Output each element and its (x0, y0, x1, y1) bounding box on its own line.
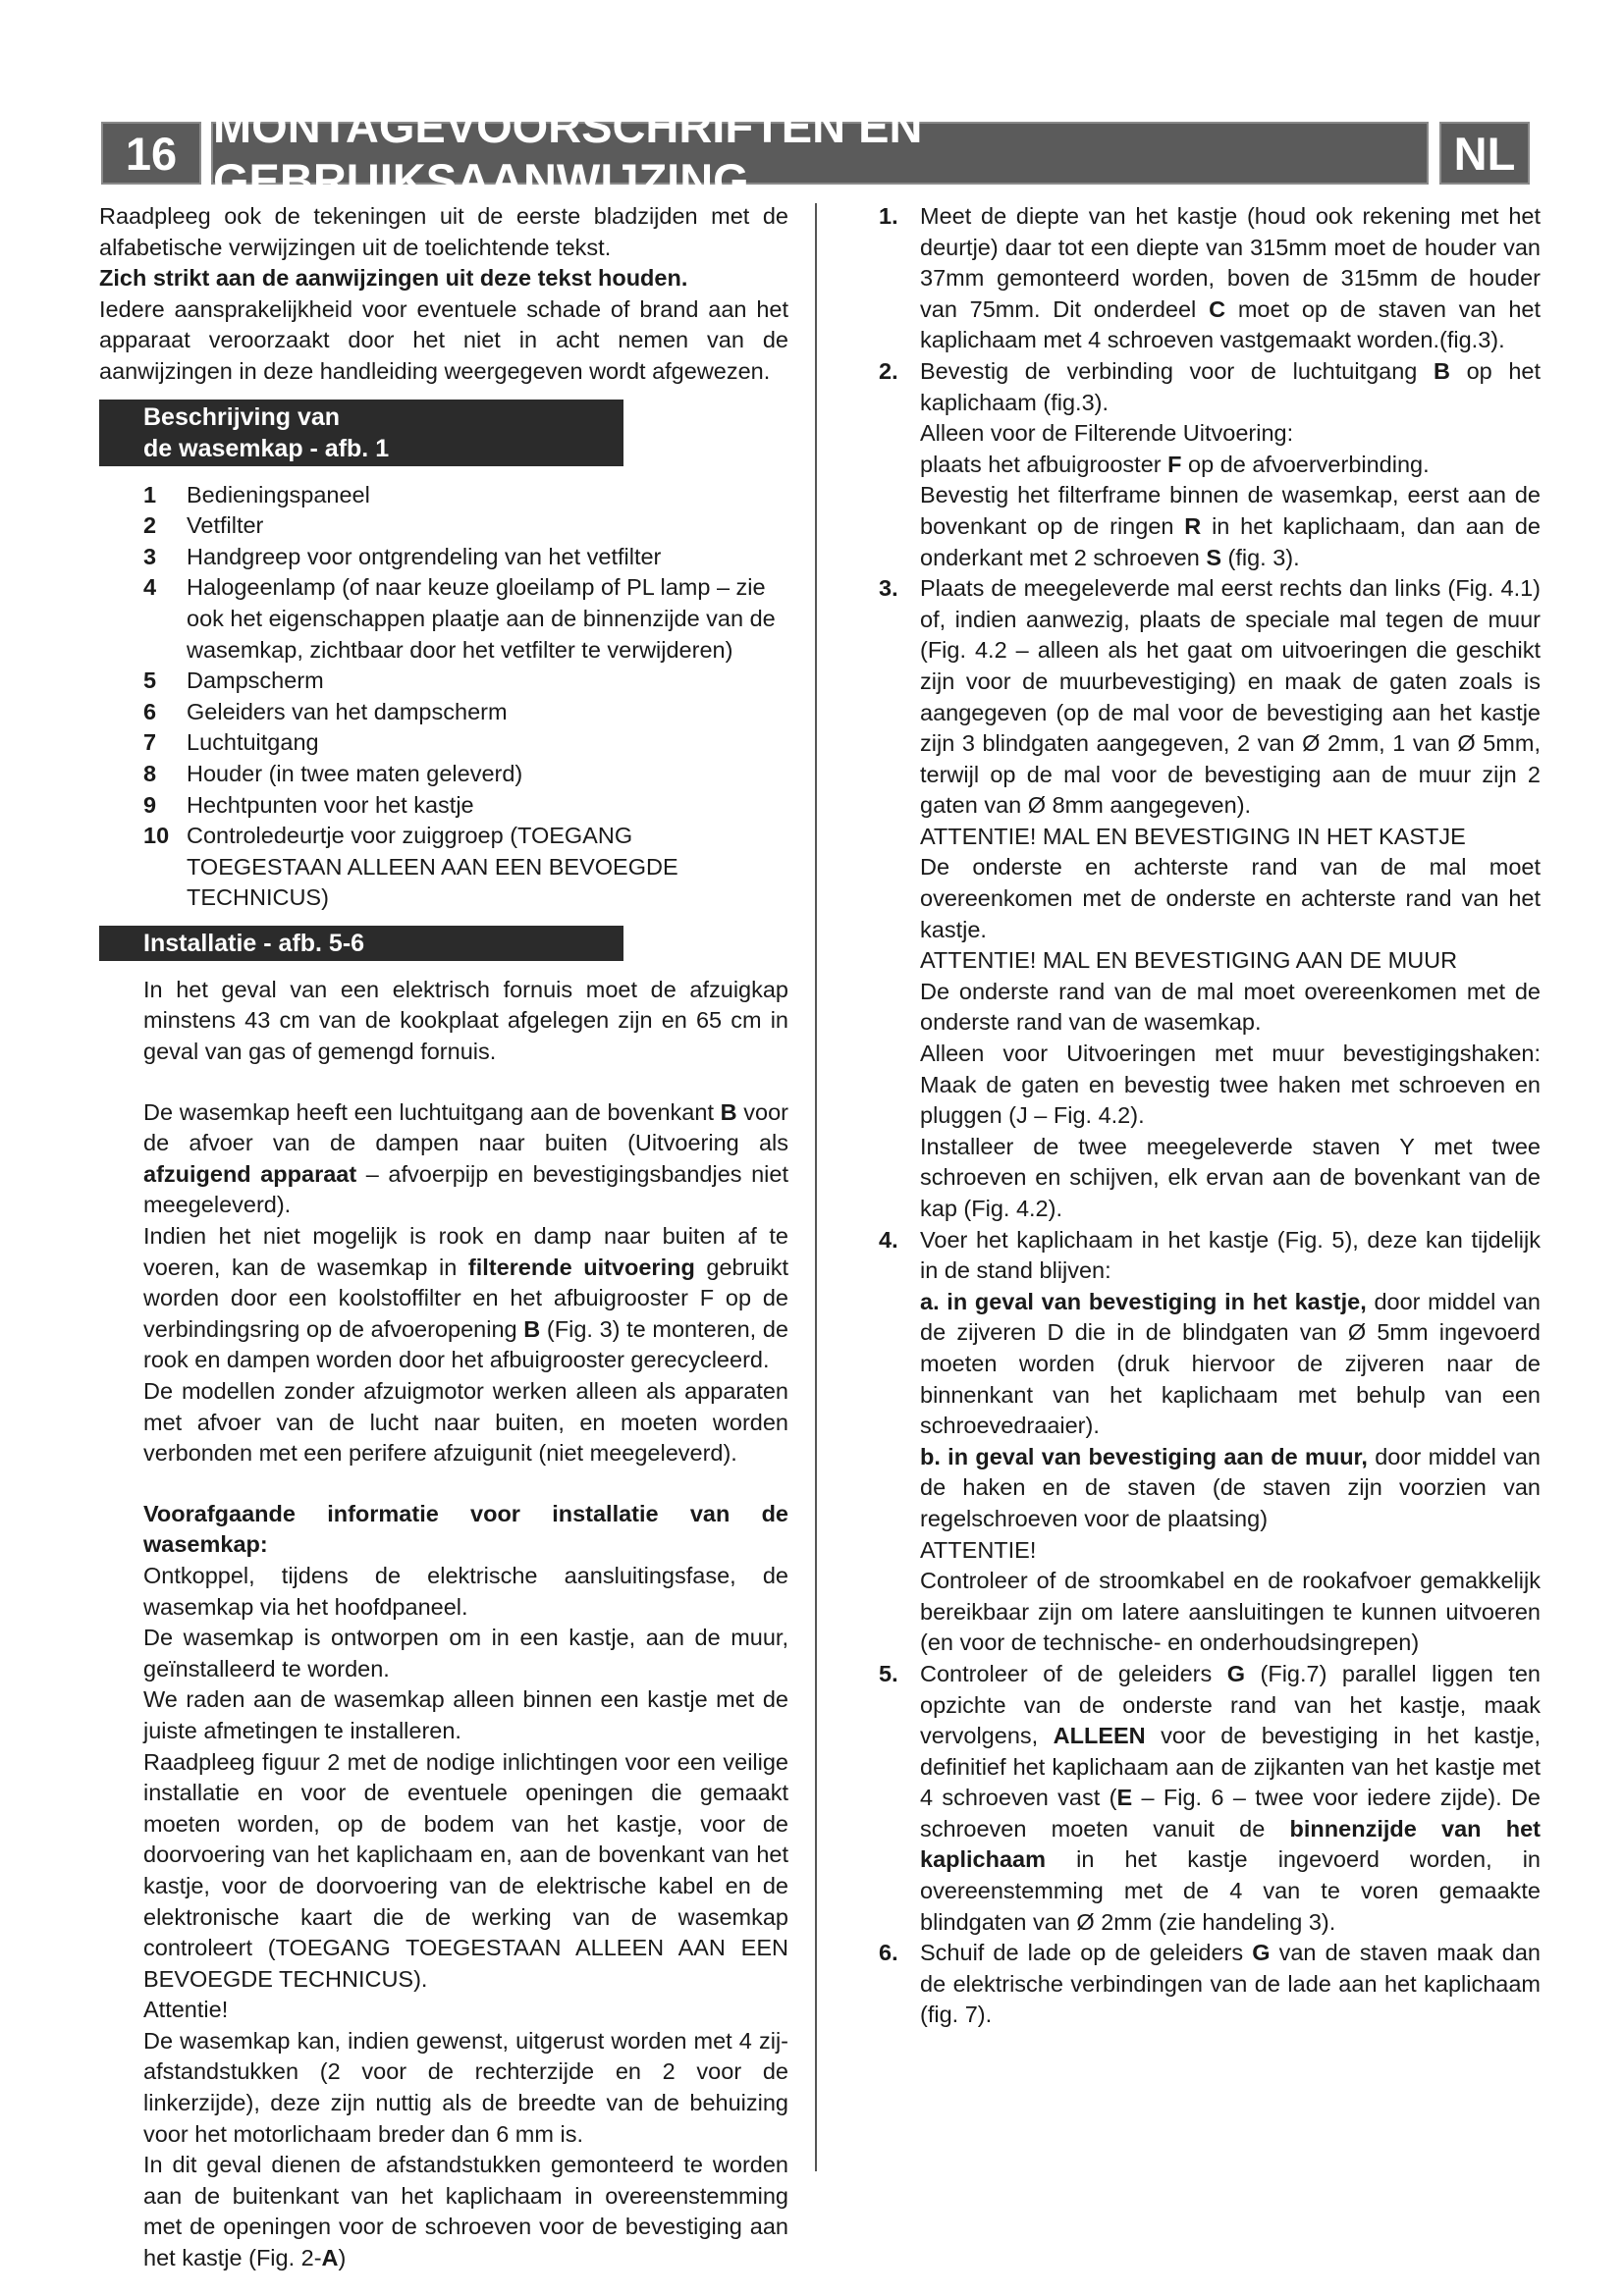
item-number: 2 (143, 512, 157, 539)
step-text (920, 1225, 1541, 1659)
item-text: Dampscherm (187, 667, 324, 694)
language-badge: NL (1439, 122, 1530, 185)
text-run-bold: C (1209, 295, 1226, 322)
step-paragraph (920, 480, 1541, 573)
text-run: op het kaplichaam (fig.3). (920, 357, 1541, 415)
text-run: in het kastje ingevoerd worden, in overeenstemming met de 4 van te voren gemaakte blindgaten van Ø 2mm (zie handeling 3). (920, 1846, 1541, 1935)
item-text: Handgreep voor ontgrendeling van het vetfilter (187, 543, 662, 569)
text-run: (Fig.7) parallel liggen ten opzichte van de onderste rand van het kastje, maak vervolgens, (920, 1660, 1541, 1749)
item-text: Luchtuitgang (187, 729, 319, 756)
text-run: – Fig. 6 – twee voor iedere zijde). De schroeven moeten vanuit de (920, 1785, 1541, 1842)
text-run-bold: afzuigend apparaat (143, 1160, 357, 1187)
step-paragraph: De onderste en achterste rand van de mal moet overeenkomen met de onderste en achterste rand van het kastje. (920, 854, 1541, 942)
text-run: Schuif de lade op de geleiders (920, 1940, 1253, 1966)
step-number: 4. (879, 1226, 898, 1253)
item-text: Vetfilter (187, 512, 264, 539)
text-run: – afvoerpijp en bevestigingsbandjes niet meegeleverd). (143, 1160, 788, 1218)
item-text: Geleiders van het dampscherm (187, 698, 508, 724)
step-number: 1. (879, 203, 898, 229)
intro-paragraph: Raadpleeg ook de tekeningen uit de eerste bladzijden met de alfabetische verwijzingen uit de toelichtende tekst. (99, 203, 788, 260)
left-column (99, 201, 788, 2274)
item-number: 1 (143, 481, 157, 507)
step-text (920, 1938, 1541, 2031)
step-4 (879, 1225, 1541, 1659)
pre-installation-paragraph: We raden aan de wasemkap alleen binnen een kastje met de juiste afmetingen te installeren. (143, 1686, 788, 1743)
text-run: plaats het afbuigrooster (920, 451, 1168, 477)
pre-installation-paragraph: De wasemkap is ontworpen om in een kastje, aan de muur, geïnstalleerd te worden. (143, 1625, 788, 1682)
right-column (879, 201, 1541, 2031)
page-title: MONTAGEVOORSCHRIFTEN EN GEBRUIKSAANWIJZING (211, 122, 1429, 185)
text-run: (fig. 3). (1221, 544, 1300, 570)
description-list (99, 480, 788, 914)
installation-paragraph: In het geval van een elektrisch fornuis moet de afzuigkap minstens 43 cm van de kookplaat afgelegen zijn en 65 cm in geval van gas of gemengd fornuis. (143, 976, 788, 1065)
text-run-bold: ALLEEN (1053, 1723, 1146, 1749)
section-heading-line: de wasemkap - afb. 1 (143, 434, 390, 462)
pre-installation-paragraph: Ontkoppel, tijdens de elektrische aansluitingsfase, de wasemkap via het hoofdpaneel. (143, 1562, 788, 1620)
text-run: moet op de staven van het kaplichaam met 4 schroeven vastgemaakt worden.(fig.3). (920, 295, 1541, 353)
item-number: 3 (143, 543, 157, 569)
text-run-bold: G (1226, 1660, 1246, 1686)
step-paragraph: Controleer of de stroomkabel en de rookafvoer gemakkelijk bereikbaar zijn om latere aansluitingen te kunnen uitvoeren (en voor de technische- en onderhoudsingrepen) (920, 1568, 1541, 1656)
pre-installation-paragraph: De wasemkap kan, indien gewenst, uitgerust worden met 4 zij- afstandstukken (2 voor de rechterzijde en 2 voor de linkerzijde), deze zijn nuttig als de breedte van de behuizing voor het motorlichaam breder dan 6 mm is. (143, 2027, 788, 2147)
text-run: Bevestig de verbinding voor de luchtuitgang (920, 357, 1434, 384)
column-divider (815, 203, 817, 2171)
text-run: door middel van de zijveren D die in de blindgaten van Ø 5mm ingevoerd moeten worden (druk hiervoor de zijveren naar de binnenkant van het kaplichaam met behulp van een schroevedraaier). (920, 1288, 1541, 1439)
section-heading-installation: Installatie - afb. 5-6 (99, 926, 623, 961)
text-run-bold: R (1184, 512, 1202, 539)
text-run: Controleer of de geleiders (920, 1660, 1227, 1686)
text-run: voor de bevestiging in het kastje, definitief het kaplichaam aan de zijkanten van het kastje met 4 schroeven vast ( (920, 1723, 1542, 1811)
text-run-bold: b. in geval van bevestiging aan de muur, (920, 1443, 1368, 1469)
step-2 (879, 356, 1541, 573)
pre-installation-paragraph (143, 2150, 788, 2273)
installation-paragraph (143, 1221, 788, 1376)
page-number: 16 (101, 122, 201, 185)
list-item (143, 790, 788, 822)
text-run: In dit geval dienen de afstandstukken gemonteerd te worden aan de buitenkant van het kaplichaam in overeenstemming met de openingen voor de schroeven voor de bevestiging aan het kastje (Fig. 2- (143, 2152, 788, 2271)
text-run: Indien het niet mogelijk is rook en damp naar buiten af te voeren, kan de wasemkap in (143, 1223, 788, 1280)
text-run: gebruikt worden door een koolstoffilter en het afbuigrooster F op de verbindingsring op de afvoeropening (143, 1254, 788, 1342)
step-paragraph (920, 356, 1541, 418)
step-text (920, 201, 1541, 356)
text-run: door middel van de haken en de staven (de staven zijn voorzien van regelschroeven voor de plaatsing) (920, 1443, 1541, 1531)
text-run: van de staven maak dan de elektrische verbindingen van de lade aan het kaplichaam (fig. 7). (920, 1940, 1542, 2028)
step-text (920, 356, 1541, 573)
list-item (143, 697, 788, 728)
step-paragraph: Plaats de meegeleverde mal eerst rechts dan links (Fig. 4.1) of, indien aanwezig, plaats de speciale mal tegen de muur (Fig. 4.2 – alleen als het gaat om uitvoeringen die geschikt zijn voor de muurbevestiging) en maak de gaten zoals is aangegeven (op de mal voor de bevestiging aan het kastje zijn 3 blindgaten aangegeven, 2 van Ø 2mm, 1 van Ø 5mm, terwijl op de mal voor de bevestiging aan de muur zijn 2 gaten van Ø 8mm aangegeven). (920, 575, 1541, 819)
list-item (143, 821, 788, 914)
list-item (143, 759, 788, 790)
text-run-bold: G (1252, 1940, 1271, 1966)
step-number: 5. (879, 1660, 898, 1686)
text-run-bold: B (523, 1315, 541, 1342)
attention-heading: ATTENTIE! MAL EN BEVESTIGING AAN DE MUUR (920, 947, 1458, 974)
list-item (143, 510, 788, 542)
attention-heading: ATTENTIE! (920, 1536, 1037, 1563)
text-run-bold: a. in geval van bevestiging in het kastje, (920, 1288, 1367, 1314)
list-item (143, 542, 788, 573)
step-paragraph: Alleen voor de Filterende Uitvoering: (920, 420, 1294, 447)
step-paragraph (920, 1442, 1541, 1535)
text-run-bold: B (720, 1098, 737, 1125)
item-number: 10 (143, 823, 170, 849)
step-paragraph (920, 450, 1541, 481)
item-number: 5 (143, 667, 157, 694)
step-paragraph (920, 1938, 1541, 2031)
text-run-bold: binnenzijde van het kaplichaam (920, 1815, 1541, 1873)
text-run: Bevestig het filterframe binnen de wasemkap, eerst aan de bovenkant op de ringen (920, 482, 1541, 539)
text-run-bold: S (1206, 544, 1221, 570)
step-paragraph (920, 1659, 1541, 1938)
step-number: 3. (879, 575, 898, 602)
item-text: Halogeenlamp (of naar keuze gloeilamp of PL lamp – zie ook het eigenschappen plaatje aan de binnenzijde van de wasemkap, zichtbaar door het vetfilter te verwijderen) (187, 574, 776, 663)
step-paragraph: De onderste rand van de mal moet overeenkomen met de onderste rand van de wasemkap. (920, 978, 1541, 1036)
item-number: 4 (143, 574, 157, 601)
step-paragraph: Installeer de twee meegeleverde staven Y met twee schroeven en schijven, elk ervan aan de bovenkant van de kap (Fig. 4.2). (920, 1133, 1541, 1221)
installation-paragraph: De modellen zonder afzuigmotor werken alleen als apparaten met afvoer van de lucht naar buiten, en moeten worden verbonden met een perifere afzuigunit (niet meegeleverd). (143, 1378, 788, 1467)
item-text: Hechtpunten voor het kastje (187, 791, 474, 818)
text-run-bold: F (1167, 451, 1182, 477)
text-run: Meet de diepte van het kastje (houd ook rekening met het deurtje) daar tot een diepte van 315mm moet de houder van 37mm gemonteerd worden, boven de 315mm de houder van 75mm. Dit onderdeel (920, 203, 1541, 322)
section-heading-description (99, 400, 623, 466)
step-number: 6. (879, 1940, 898, 1966)
item-text: Controledeurtje voor zuiggroep (TOEGANG TOEGESTAAN ALLEEN AAN EEN BEVOEGDE TECHNICUS) (187, 823, 678, 911)
attention-heading: ATTENTIE! MAL EN BEVESTIGING IN HET KASTJE (920, 823, 1466, 849)
attention-note: Attentie! (143, 1997, 229, 2023)
text-run-bold: B (1433, 357, 1450, 384)
step-text (920, 573, 1541, 1224)
text-run-bold: A (321, 2245, 339, 2271)
intro-warning: Zich strikt aan de aanwijzingen uit deze tekst houden. (99, 265, 688, 292)
text-run-bold: E (1116, 1785, 1133, 1811)
text-run: ) (338, 2245, 347, 2271)
text-run: De wasemkap heeft een luchtuitgang aan de bovenkant (143, 1098, 721, 1125)
item-number: 6 (143, 698, 157, 724)
item-number: 9 (143, 791, 157, 818)
list-item (143, 480, 788, 511)
step-number: 2. (879, 357, 898, 384)
step-3 (879, 573, 1541, 1224)
installation-section (99, 975, 788, 2274)
step-paragraph: Alleen voor Uitvoeringen met muur bevestigingshaken: Maak de gaten en bevestig twee haken met schroeven en pluggen (J – Fig. 4.2). (920, 1041, 1541, 1129)
step-text (920, 1659, 1541, 1938)
step-5 (879, 1659, 1541, 1938)
list-item (143, 666, 788, 697)
item-text: Bedieningspaneel (187, 481, 370, 507)
text-run: in het kaplichaam, dan aan de onderkant met 2 schroeven (920, 512, 1541, 570)
pre-installation-heading: Voorafgaande informatie voor installatie van de wasemkap: (143, 1500, 788, 1558)
step-paragraph (920, 201, 1541, 356)
item-text: Houder (in twee maten geleverd) (187, 760, 523, 786)
text-run: op de afvoerverbinding. (1181, 451, 1430, 477)
section-heading-line: Beschrijving van (143, 402, 341, 431)
step-6 (879, 1938, 1541, 2031)
installation-paragraph (143, 1097, 788, 1221)
text-run: voor de afvoer van de dampen naar buiten (Uitvoering als (143, 1098, 788, 1156)
liability-paragraph: Iedere aansprakelijkheid voor eventuele schade of brand aan het apparaat veroorzaakt door het niet in acht nemen van de aanwijzingen in deze handleiding weergegeven wordt afgewezen. (99, 295, 788, 384)
step-paragraph (920, 1287, 1541, 1442)
step-1 (879, 201, 1541, 356)
pre-installation-paragraph: Raadpleeg figuur 2 met de nodige inlichtingen voor een veilige installatie en voor de eventuele openingen die gemaakt moeten worden, op de bodem van het kastje, voor de doorvoering van het kaplichaam en, aan de bovenkant van het kastje, voor de doorvoering van de elektrische kabel en de elektronische kaart die de werking van de wasemkap controleert (TOEGANG TOEGESTAAN ALLEEN AAN EEN BEVOEGDE TECHNICUS). (143, 1748, 788, 1992)
list-item (143, 727, 788, 759)
text-run-bold: filterende uitvoering (467, 1254, 695, 1280)
step-paragraph: Voer het kaplichaam in het kastje (Fig. 5), deze kan tijdelijk in de stand blijven: (920, 1226, 1541, 1284)
item-number: 7 (143, 729, 157, 756)
item-number: 8 (143, 760, 157, 786)
text-run: (Fig. 3) te monteren, de rook en dampen worden door het afbuigrooster gerecycleerd. (143, 1315, 789, 1373)
list-item (143, 572, 788, 666)
